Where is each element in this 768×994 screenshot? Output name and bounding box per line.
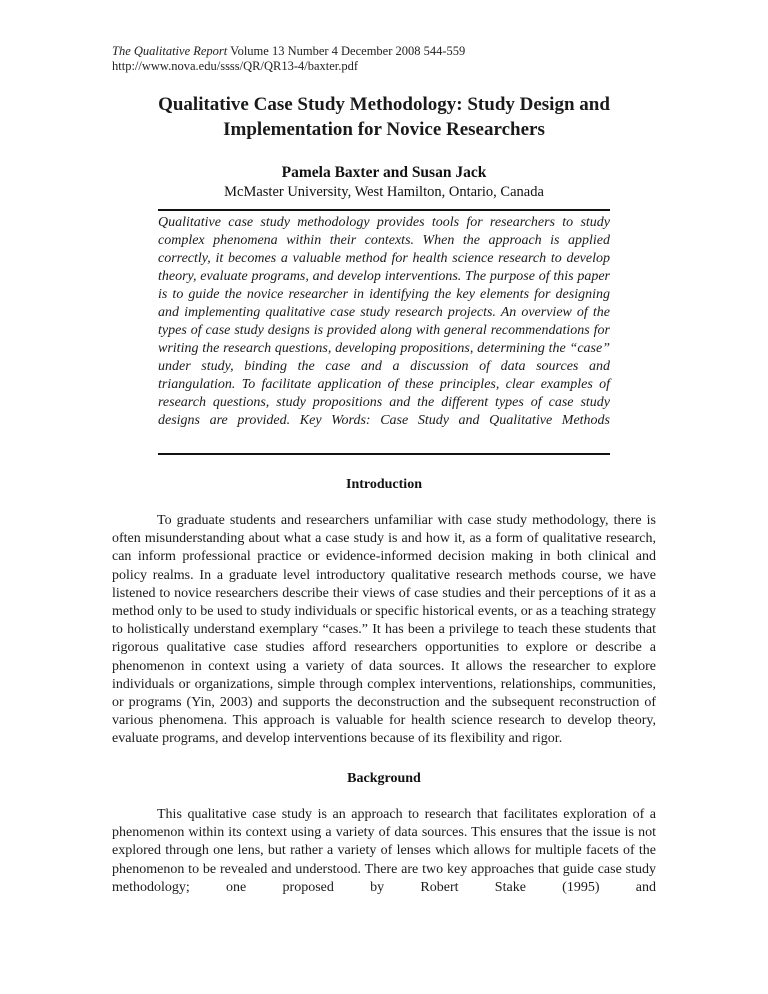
- introduction-heading: Introduction: [346, 477, 422, 492]
- abstract-bottom-rule: [158, 453, 610, 455]
- paper-authors: Pamela Baxter and Susan Jack: [281, 164, 487, 181]
- abstract-top-rule: [158, 209, 610, 211]
- paper-title: Qualitative Case Study Methodology: Study Design and Implementation for Novice Researchers: [158, 94, 610, 140]
- citation-line: [112, 44, 465, 59]
- author-affiliation: McMaster University, West Hamilton, Ontario, Canada: [224, 184, 544, 200]
- journal-name: The Qualitative Report: [112, 44, 228, 58]
- abstract-text: Qualitative case study methodology provides tools for researchers to study complex phenomena within their contexts. When the approach is applied correctly, it becomes a valuable method for health science research to develop theory, evaluate programs, and develop interventions. The purpose of this paper is to guide the novice researcher in identifying the key elements for designing and implementing qualitative case study research projects. An overview of the types of case study designs is provided along with general recommendations for writing the research questions, developing propositions, determining the “case” under study, binding the case and a discussion of data sources and triangulation. To facilitate application of these principles, clear examples of research questions, study propositions and the different types of case study designs are provided. Key Words: Case Study and Qualitative Methods: [158, 215, 610, 428]
- background-heading: Background: [347, 771, 421, 786]
- running-header: [112, 44, 465, 74]
- citation-details: Volume 13 Number 4 December 2008 544-559: [227, 44, 466, 58]
- background-paragraph: This qualitative case study is an approach to research that facilitates exploration of a phenomenon within its context using a variety of data sources. This ensures that the issue is not explored through one lens, but rather a variety of lenses which allows for multiple facets of the phenomenon to be revealed and understood. There are two key approaches that guide case study methodology; one proposed by Robert Stake (1995) and: [112, 807, 656, 895]
- paper-url: http://www.nova.edu/ssss/QR/QR13-4/baxter.pdf: [112, 59, 359, 73]
- introduction-paragraph: To graduate students and researchers unfamiliar with case study methodology, there is often misunderstanding about what a case study is and how it, as a form of qualitative research, can inform professional practice or evidence-informed decision making in both clinical and policy realms. In a graduate level introductory qualitative research methods course, we have listened to novice researchers describe their views of case studies and their perceptions of it as a method only to be used to study individuals or specific historical events, or as a teaching strategy to holistically understand exemplary “cases.” It has been a privilege to teach these students that rigorous qualitative case studies afford researchers opportunities to explore or describe a phenomenon in context using a variety of data sources. It allows the researcher to explore individuals or organizations, simple through complex interventions, relationships, communities, or programs (Yin, 2003) and supports the deconstruction and the subsequent reconstruction of various phenomena. This approach is valuable for health science research to develop theory, evaluate programs, and develop interventions because of its flexibility and rigor.: [112, 513, 656, 747]
